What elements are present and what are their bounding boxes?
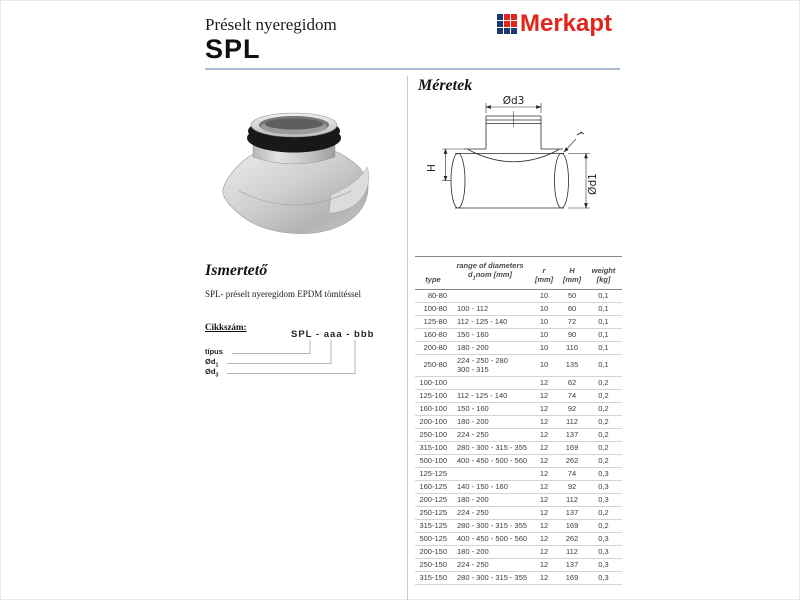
cell-weight: 0,1 <box>598 290 609 300</box>
cell-h: 92 <box>567 403 577 413</box>
cell-weight: 0,2 <box>598 455 609 465</box>
cell-range <box>451 289 529 302</box>
cell-h: 110 <box>566 342 578 352</box>
cell-range: 180 - 200 <box>457 494 489 504</box>
cell-h: 60 <box>567 303 577 313</box>
merkapt-grid-icon <box>497 14 517 34</box>
cell-type: 200-150 <box>419 546 447 556</box>
cell-r: 12 <box>539 507 549 517</box>
logo-text: Merkapt <box>520 10 613 37</box>
table-row <box>415 467 622 480</box>
cell-weight: 0,2 <box>598 442 609 452</box>
table-row <box>415 454 622 467</box>
cell-h: 50 <box>567 290 577 300</box>
page-title-block <box>205 15 337 63</box>
cell-r: 12 <box>539 520 549 530</box>
cell-type: 160-125 <box>419 481 447 491</box>
cell-type: 160-100 <box>419 403 447 413</box>
cell-weight: 0,2 <box>598 429 609 439</box>
cell-type: 315-100 <box>419 442 447 452</box>
cell-range: 112 - 125 - 140 <box>457 316 508 326</box>
dim-label-d3: Ød3 <box>502 96 525 107</box>
cell-r: 12 <box>539 442 549 452</box>
legend-sub: 3 <box>215 372 219 379</box>
cell-r: 12 <box>539 533 549 543</box>
cell-h: 112 <box>566 494 578 504</box>
dim-label-h: H <box>426 164 438 172</box>
cell-h: 112 <box>566 546 578 556</box>
cell-range: 180 - 200 <box>457 342 489 352</box>
col-header-range: range of diameters $d_1nom$ [mm] <box>451 257 529 290</box>
table-row <box>415 341 622 354</box>
cell-weight: 0,2 <box>598 403 609 413</box>
legend-sub: 1 <box>215 362 219 369</box>
table-row <box>415 571 622 584</box>
table-row <box>415 428 622 441</box>
cell-type: 250-150 <box>419 559 447 569</box>
cell-r: 12 <box>539 494 549 504</box>
cell-h: 169 <box>565 520 579 530</box>
cell-h: 135 <box>565 360 579 369</box>
cell-range: 400 - 450 - 500 - 560 <box>457 455 528 465</box>
cell-type: 160-80 <box>423 329 447 339</box>
cell-range: 280 - 300 - 315 - 355 <box>457 572 528 582</box>
cell-range: 224 - 250 - 280 300 - 315 <box>457 355 508 374</box>
cell-range <box>451 467 529 480</box>
dim-label-d1: Ød1 <box>587 173 599 195</box>
cell-r: 12 <box>539 559 549 569</box>
cell-weight: 0,3 <box>598 481 609 491</box>
col-header-weight: weight [kg] <box>585 257 622 290</box>
size-table <box>415 256 622 585</box>
product-name-title: Préselt nyeregidom <box>205 15 337 34</box>
cell-r: 12 <box>539 572 549 582</box>
cell-r: 10 <box>539 342 549 352</box>
cell-range: 150 - 160 <box>457 329 489 339</box>
col-header-r: r [mm] <box>529 257 559 290</box>
cell-weight: 0,1 <box>598 329 609 339</box>
legend-label: típus <box>205 347 223 356</box>
cell-type: 250-100 <box>419 429 447 439</box>
cell-weight: 0,1 <box>598 342 609 352</box>
size-table-header <box>415 257 622 290</box>
table-row <box>415 558 622 571</box>
product-code-title: SPL <box>205 34 261 64</box>
cell-r: 10 <box>539 360 549 369</box>
table-row <box>415 376 622 389</box>
table-row <box>415 328 622 341</box>
cell-range: 180 - 200 <box>457 416 489 426</box>
cell-h: 169 <box>565 572 579 582</box>
dimension-drawing <box>418 96 623 246</box>
cell-type: 125-80 <box>423 316 447 326</box>
cell-weight: 0,1 <box>598 303 609 313</box>
article-code: SPL - aaa - bbb <box>291 329 375 340</box>
column-divider <box>407 76 408 600</box>
cell-type: 125-100 <box>419 390 447 400</box>
cell-range: 140 - 150 - 160 <box>457 481 508 491</box>
cell-weight: 0,1 <box>598 360 609 369</box>
cell-weight: 0,3 <box>598 494 609 504</box>
cell-h: 74 <box>567 390 577 400</box>
table-row <box>415 289 622 302</box>
cell-r: 12 <box>539 455 549 465</box>
table-row <box>415 315 622 328</box>
table-row <box>415 519 622 532</box>
cell-weight: 0,3 <box>598 559 609 569</box>
table-row <box>415 532 622 545</box>
cell-weight: 0,1 <box>598 316 609 326</box>
table-row <box>415 402 622 415</box>
cell-type: 500-125 <box>419 533 447 543</box>
cell-weight: 0,3 <box>598 468 609 478</box>
cell-type: 100-80 <box>423 303 447 313</box>
cell-h: 74 <box>567 468 577 478</box>
table-row <box>415 493 622 506</box>
cell-h: 262 <box>565 533 579 543</box>
cell-r: 12 <box>539 468 549 478</box>
cell-range: 280 - 300 - 315 - 355 <box>457 520 528 530</box>
cell-range: 224 - 250 <box>457 429 489 439</box>
col-header-h: H [mm] <box>559 257 585 290</box>
cell-weight: 0,2 <box>598 507 609 517</box>
cell-h: 112 <box>566 416 578 426</box>
cell-r: 12 <box>539 416 549 426</box>
product-description: SPL- préselt nyeregidom EPDM tömítéssel <box>205 289 361 299</box>
cell-r: 12 <box>539 390 549 400</box>
cell-h: 62 <box>567 377 577 387</box>
product-photo <box>213 95 391 237</box>
cell-type: 200-80 <box>423 342 447 352</box>
table-row <box>415 545 622 558</box>
cell-r: 12 <box>539 403 549 413</box>
legend-label: Ød <box>205 367 216 376</box>
col-header-type: type <box>415 257 451 290</box>
cell-weight: 0,3 <box>598 572 609 582</box>
cell-range: 224 - 250 <box>457 559 489 569</box>
cell-range: 150 - 160 <box>457 403 489 413</box>
cell-h: 137 <box>565 429 579 439</box>
cell-r: 10 <box>539 329 549 339</box>
meretek-heading: Méretek <box>418 77 473 94</box>
cell-range: 180 - 200 <box>457 546 489 556</box>
cell-type: 80-80 <box>427 290 447 300</box>
cell-range: 112 - 125 - 140 <box>457 390 508 400</box>
cell-range: 280 - 300 - 315 - 355 <box>457 442 528 452</box>
dim-label-r: r <box>574 128 586 140</box>
cell-type: 200-100 <box>419 416 447 426</box>
table-row <box>415 480 622 493</box>
cell-type: 250-125 <box>419 507 447 517</box>
cell-h: 92 <box>567 481 577 491</box>
cell-type: 125-125 <box>419 468 447 478</box>
cell-weight: 0,2 <box>598 416 609 426</box>
cell-weight: 0,2 <box>598 390 609 400</box>
cell-h: 137 <box>565 507 579 517</box>
cell-range: 100 - 112 <box>457 303 489 313</box>
table-row <box>415 302 622 315</box>
merkapt-logo <box>497 12 612 36</box>
legend-connector-lines <box>200 318 400 380</box>
cell-h: 72 <box>567 316 577 326</box>
cell-h: 137 <box>565 559 579 569</box>
cell-type: 500-100 <box>419 455 447 465</box>
article-number-label: Cikkszám: <box>205 322 247 332</box>
cell-weight: 0,2 <box>598 520 609 530</box>
cell-h: 169 <box>565 442 579 452</box>
cell-r: 12 <box>539 481 549 491</box>
cell-weight: 0,2 <box>598 377 609 387</box>
table-row <box>415 415 622 428</box>
cell-range: 224 - 250 <box>457 507 489 517</box>
table-row <box>415 506 622 519</box>
cell-range <box>451 376 529 389</box>
cell-type: 250-80 <box>423 360 447 369</box>
cell-r: 12 <box>539 377 549 387</box>
cell-type: 200-125 <box>419 494 447 504</box>
cell-r: 12 <box>539 546 549 556</box>
cell-h: 262 <box>565 455 579 465</box>
cell-type: 315-150 <box>419 572 447 582</box>
cell-weight: 0,3 <box>598 533 609 543</box>
cell-weight: 0,3 <box>598 546 609 556</box>
cell-r: 10 <box>539 290 549 300</box>
cell-type: 100-100 <box>419 377 447 387</box>
cell-range: 400 - 450 - 500 - 560 <box>457 533 528 543</box>
cell-h: 90 <box>567 329 577 339</box>
cell-r: 10 <box>539 316 549 326</box>
table-row <box>415 389 622 402</box>
table-row <box>415 354 622 376</box>
table-row <box>415 441 622 454</box>
legend-label: Ød <box>205 357 216 366</box>
header-rule <box>205 68 620 70</box>
ismerteto-heading: Ismertető <box>205 262 268 279</box>
cell-r: 12 <box>539 429 549 439</box>
cell-r: 10 <box>539 303 549 313</box>
size-table-body <box>415 289 622 584</box>
cell-type: 315-125 <box>419 520 447 530</box>
